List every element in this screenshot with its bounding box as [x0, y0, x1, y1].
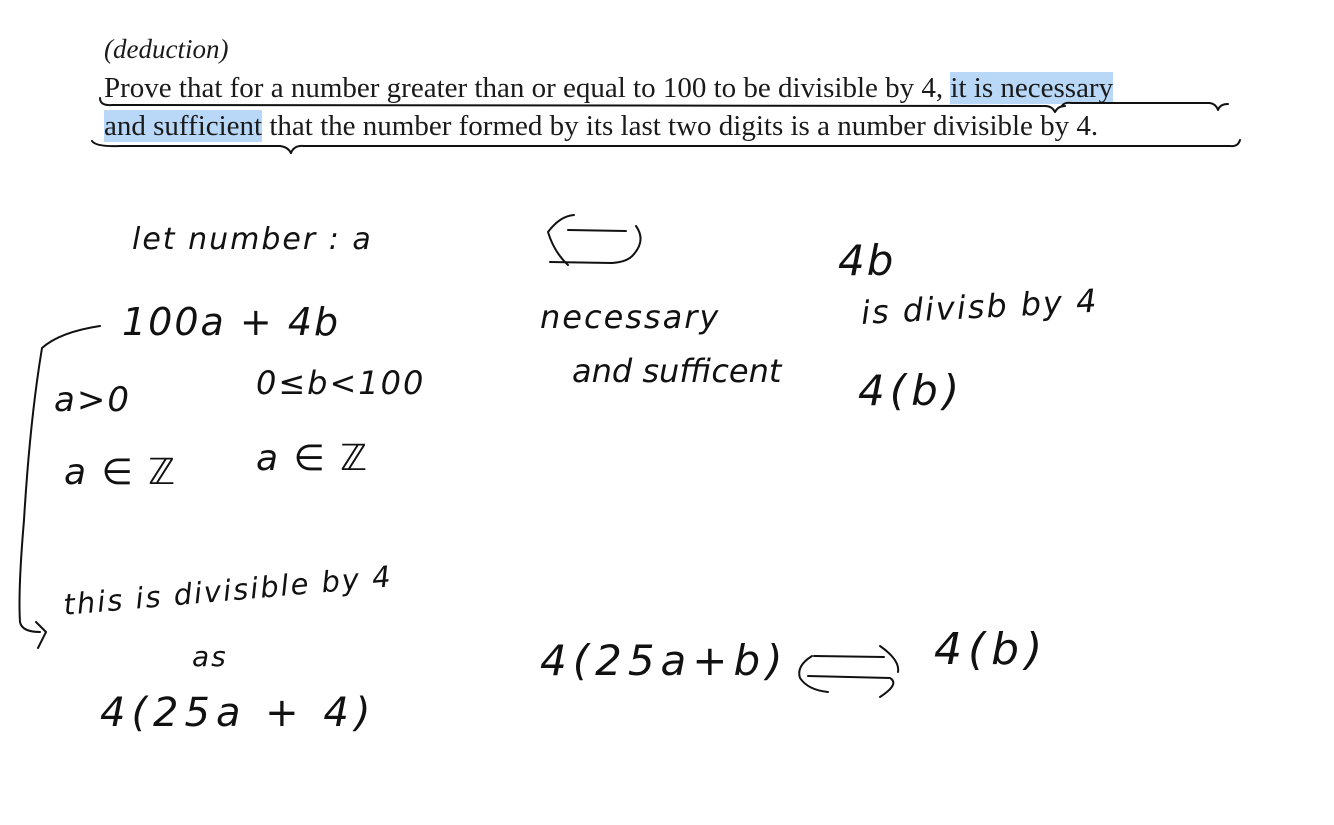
note-b-range: 0≤b<100 [256, 364, 426, 402]
iff-bottom-line1 [814, 656, 884, 657]
iff-top-head [548, 215, 574, 265]
problem-heading: (deduction) [104, 34, 229, 64]
iff-bottom-line2 [808, 676, 893, 697]
arrow-head [36, 622, 46, 648]
iff-bottom-head-left [799, 656, 828, 692]
note-let-number: let number : a [132, 222, 373, 257]
note-equiv-left: 4(25a+b) [540, 636, 789, 685]
note-expansion: 100a + 4b [122, 300, 341, 344]
highlight-sufficient: and sufficient [104, 110, 263, 142]
note-is-divisible: is divisb by 4 [860, 281, 1100, 332]
note-4b: 4b [838, 236, 896, 285]
iff-bottom-head-right [880, 646, 898, 672]
problem-text: Prove that for a number greater than or equal to 100 to be divisible by 4 [104, 72, 936, 104]
highlight-necessary: it is necessary [950, 72, 1114, 104]
note-b-integer: a ∈ ℤ [256, 438, 370, 479]
brace-second-clause [291, 140, 1240, 153]
brace-necessary [1062, 103, 1228, 110]
iff-top-upper [634, 226, 641, 254]
note-divisible: this is divisible by 4 [62, 559, 394, 622]
note-a-positive: a>0 [54, 380, 131, 420]
problem-text-continued: that the number formed by its last two digits is a number divisible by 4. [262, 110, 1099, 142]
note-equiv-right: 4(b) [934, 624, 1049, 675]
note-4-of-b: 4(b) [858, 366, 965, 415]
note-a-integer: a ∈ ℤ [64, 452, 178, 493]
brace-sufficient [92, 141, 291, 153]
note-necessary: necessary [540, 298, 721, 336]
problem-separator: , [935, 72, 951, 104]
note-as: as [192, 640, 228, 673]
brace-first-clause [100, 98, 1065, 112]
iff-top-line1 [568, 230, 626, 231]
note-factored: 4(25a + 4) [100, 690, 377, 736]
bracket-arrow [20, 326, 101, 632]
note-and-sufficient: and sufficent [572, 352, 782, 390]
